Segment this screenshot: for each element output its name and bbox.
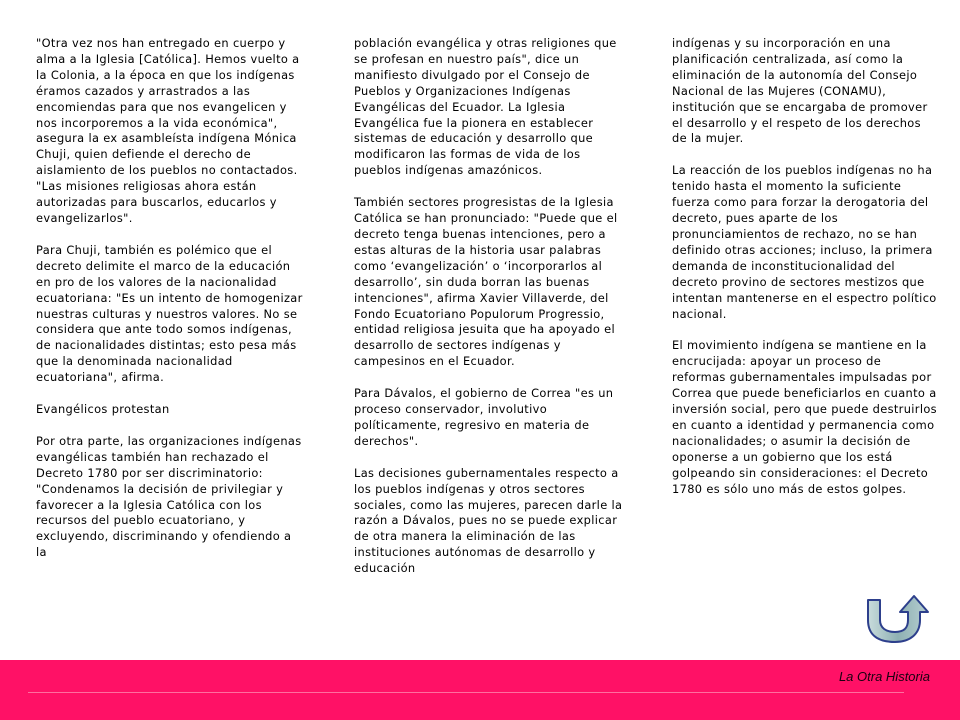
- footer-title: La Otra Historia: [838, 669, 930, 684]
- footer-divider: [28, 692, 904, 693]
- text-column-2: [354, 36, 626, 593]
- paragraph: "Otra vez nos han entregado en cuerpo y alma a la Iglesia [Católica]. Hemos vuelto a la Colonia, a la época en que los indígenas éramos cazados y arrastrados a las encomiendas para que nos evangelicen y nos incorporemos a la vida económica", asegura la ex asambleísta indígena Mónica Chuji, quien defiende el derecho de aislamiento de los pueblos no contactados. "Las misiones religiosas ahora están autorizadas para buscarlos, educarlos y evangelizarlos".: [36, 36, 300, 225]
- paragraph: Para Chuji, también es polémico que el decreto delimite el marco de la educación en pro de los valores de la nacionalidad ecuatoriana: "Es un intento de homogenizar nuestras culturas y nuestros valores. No se considera que ante todo somos indígenas, de nacionalidades distintas; esto pesa más que la denominada nacionalidad ecuatoriana", afirma.: [36, 242, 303, 385]
- u-turn-arrow-icon[interactable]: [858, 590, 932, 644]
- section-heading: Evangélicos protestan: [36, 402, 170, 417]
- paragraph: indígenas y su incorporación en una planificación centralizada, así como la eliminación de la autonomía del Consejo Nacional de las Mujeres (CONAMU), institución que se encargaba de promover el desarrollo y el respeto de los derechos de la mujer.: [672, 36, 928, 146]
- paragraph: Para Dávalos, el gobierno de Correa "es un proceso conservador, involutivo políticamente, regresivo en materia de derechos".: [354, 386, 614, 448]
- paragraph: También sectores progresistas de la Iglesia Católica se han pronunciado: "Puede que el decreto tenga buenas intenciones, pero a estas alturas de la historia usar palabras como ‘evangelización’ o ‘incorporarlos al desarrollo’, sin duda borran las buenas intenciones", afirma Xavier Villaverde, del Fondo Ecuatoriano Populorum Progressio, entidad religiosa jesuita que ha apoyado el desarrollo de sectores indígenas y campesinos en el Ecuador.: [354, 195, 618, 369]
- footer-bar: [0, 660, 960, 720]
- text-column-1: [36, 36, 304, 577]
- paragraph: Las decisiones gubernamentales respecto a los pueblos indígenas y otros sectores sociales, como las mujeres, parecen darle la razón a Dávalos, pues no se puede explicar de otra manera la eliminación de las instituciones autónomas de desarrollo y educación: [354, 465, 623, 576]
- text-column-3: [672, 36, 938, 513]
- paragraph: población evangélica y otras religiones que se profesan en nuestro país", dice un manifiesto divulgado por el Consejo de Pueblos y Organizaciones Indígenas Evangélicas del Ecuador. La Iglesia Evangélica fue la pionera en establecer sistemas de educación y desarrollo que modificaron las formas de vida de los pueblos indígenas amazónicos.: [354, 36, 617, 178]
- paragraph: Por otra parte, las organizaciones indígenas evangélicas también han rechazado el Decreto 1780 por ser discriminatorio: "Condenamos la decisión de privilegiar y favorecer a la Iglesia Católica con los recursos del pueblo ecuatoriano, y excluyendo, discriminando y ofendiendo a la: [36, 433, 302, 560]
- paragraph: El movimiento indígena se mantiene en la encrucijada: apoyar un proceso de reformas gubernamentales impulsadas por Correa que puede beneficiarlos en cuanto a inversión social, pero que puede destruirlos en cuanto a identidad y permanencia como nacionalidades; o asumir la decisión de oponerse a un gobierno que los está golpeando sin consideraciones: el Decreto 1780 es sólo uno más de estos golpes.: [672, 338, 937, 496]
- paragraph: La reacción de los pueblos indígenas no ha tenido hasta el momento la suficiente fuerza como para forzar la derogatoria del decreto, pues aparte de los pronunciamientos de rechazo, no se han definido otras acciones; incluso, la primera demanda de inconstitucionalidad del decreto provino de sectores mestizos que intentan mantenerse en el espectro político nacional.: [672, 163, 937, 321]
